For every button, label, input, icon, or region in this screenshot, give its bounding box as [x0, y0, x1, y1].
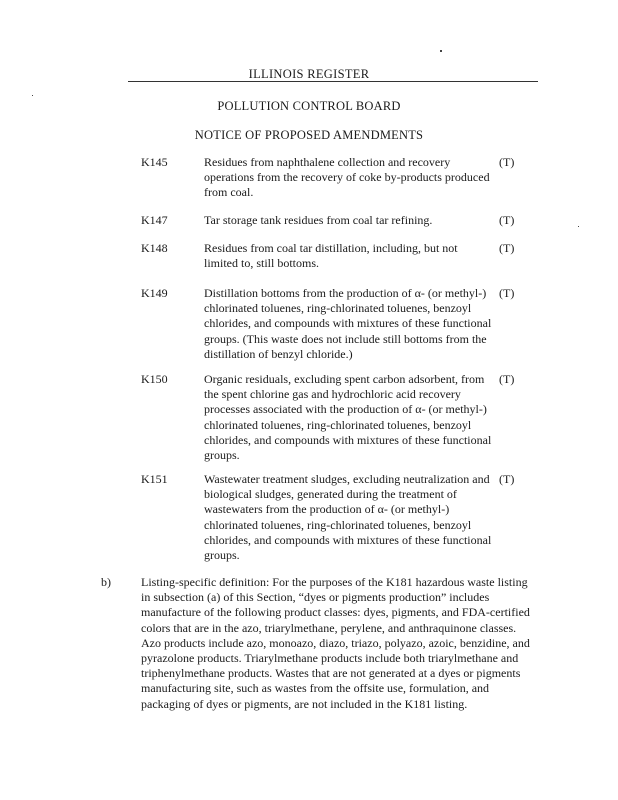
header-rule: [128, 81, 538, 82]
scan-speck: [440, 50, 442, 52]
hazard-code: (T): [499, 472, 515, 486]
definition-text: Listing-specific definition: For the purposes of the K181 hazardous waste listing in subsection (a) of this Section, “dyes or pigments production” includes manufacture of the following product classes: dyes, pigments, and FDA-certified colors that are in the azo, triarylmethane, perylene, and anthraquinone classes. Azo products include azo, monoazo, diazo, triazo, polyazo, azoic, benzidine, and pyrazolone products. Triarylmethane products include both triarylmethane and triphenylmethane products. Wastes that are not generated at a dyes or pigments manufacturing site, such as wastes from the offsite use, formulation, and packaging of dyes or pigments, are not included in the K181 listing.: [141, 575, 530, 711]
waste-description: Organic residuals, excluding spent carbon adsorbent, from the spent chlorine gas and hydrochloric acid recovery processes associated with the production of α- (or methyl-) chlorinated toluenes, ring-chlorinated toluenes, benzoyl chlorides, and compounds with mixtures of these functional groups.: [204, 372, 492, 463]
waste-code: K148: [141, 241, 168, 255]
hazard-code: (T): [499, 155, 515, 169]
waste-description: Tar storage tank residues from coal tar refining.: [204, 213, 433, 227]
waste-code: K151: [141, 472, 168, 486]
waste-code: K147: [141, 213, 168, 227]
board-title: POLLUTION CONTROL BOARD: [217, 99, 401, 113]
waste-code: K145: [141, 155, 168, 169]
subsection-label: b): [101, 575, 111, 589]
hazard-code: (T): [499, 372, 515, 386]
waste-description: Residues from coal tar distillation, including, but not limited to, still bottoms.: [204, 241, 458, 271]
scan-speck: [32, 95, 33, 96]
register-title: ILLINOIS REGISTER: [248, 67, 370, 81]
waste-description: Wastewater treatment sludges, excluding neutralization and biological sludges, generated during the treatment of wastewaters from the production of α- (or methyl-) chlorinated toluenes, ring-chlorinated toluenes, benzoyl chlorides, and compounds with mixtures of these functional groups.: [204, 472, 492, 563]
hazard-code: (T): [499, 286, 515, 300]
notice-title: NOTICE OF PROPOSED AMENDMENTS: [194, 128, 424, 142]
hazard-code: (T): [499, 241, 515, 255]
scan-speck: [578, 226, 579, 227]
waste-code: K149: [141, 286, 168, 300]
waste-code: K150: [141, 372, 168, 386]
waste-description: Distillation bottoms from the production of α- (or methyl-) chlorinated toluenes, ring-chlorinated toluenes, benzoyl chlorides, and compounds with mixtures of these functional groups. (This waste does not include still bottoms from the distillation of benzyl chloride.): [204, 286, 492, 361]
hazard-code: (T): [499, 213, 515, 227]
waste-description: Residues from naphthalene collection and recovery operations from the recovery of coke by-products produced from coal.: [204, 155, 490, 200]
